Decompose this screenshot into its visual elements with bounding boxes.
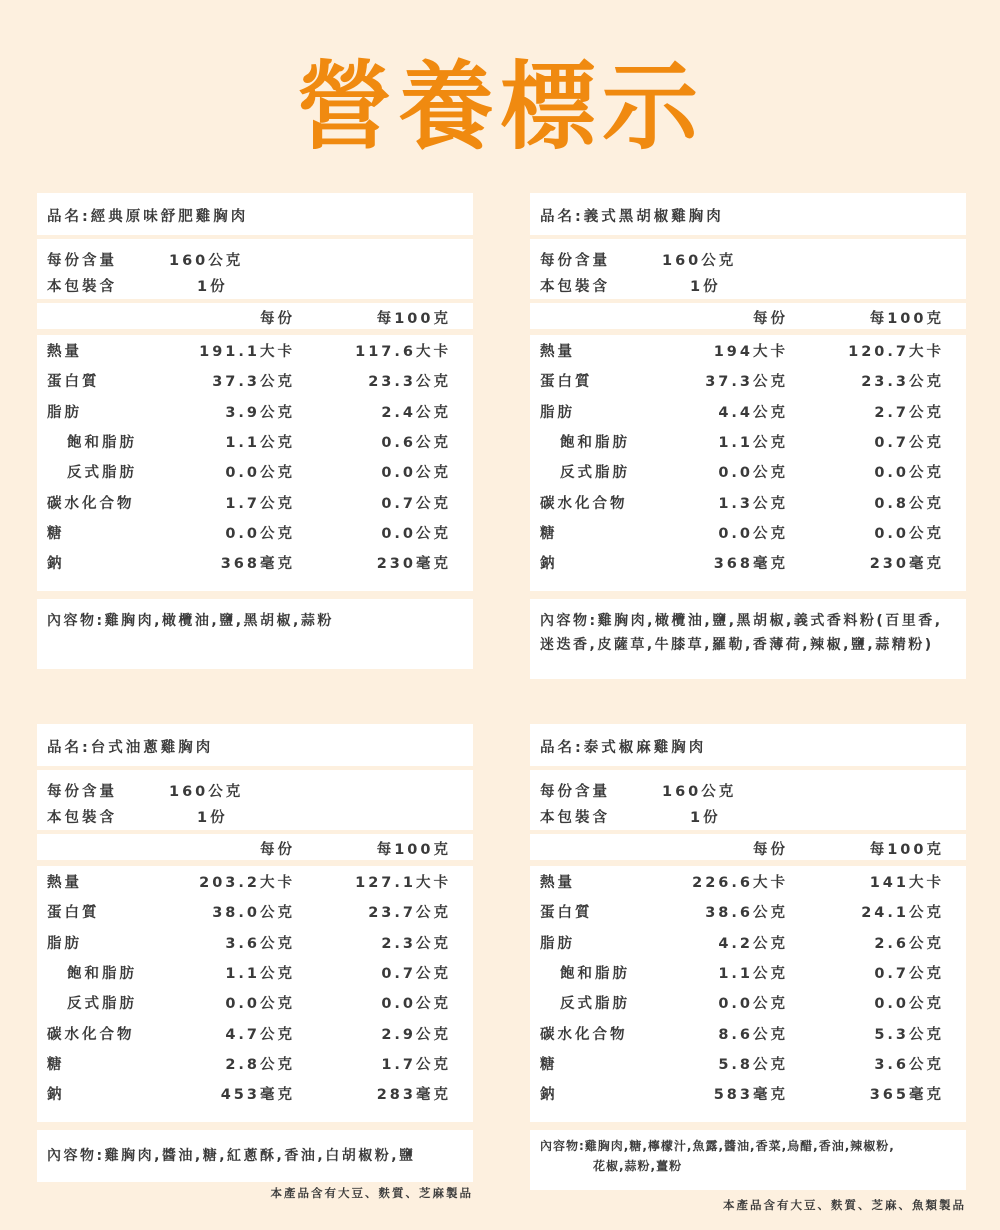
product-name: 品名:泰式椒麻雞胸肉 (540, 740, 707, 756)
nutrient-per-serving: 38.0公克 (212, 905, 295, 922)
nutrition-rows (530, 335, 966, 591)
servings-value: 1份 (197, 279, 228, 295)
nutrient-per-100g: 0.7公克 (874, 434, 944, 451)
nutrient-per-serving: 368毫克 (220, 556, 295, 573)
nutrient-label: 飽和脂肪 (560, 965, 630, 982)
nutrient-per-100g: 0.6公克 (381, 434, 451, 451)
nutrient-per-100g: 0.8公克 (874, 495, 944, 512)
serving-info-box (530, 239, 966, 299)
per-100g-header: 每100克 (376, 311, 451, 327)
serving-info-box (37, 239, 473, 299)
product-name: 品名:經典原味舒肥雞胸肉 (47, 209, 249, 225)
product-name: 品名:台式油蔥雞胸肉 (47, 740, 214, 756)
nutrient-label: 糖 (540, 1056, 558, 1073)
nutrient-label: 熱量 (47, 344, 82, 360)
nutrient-label: 飽和脂肪 (560, 434, 630, 451)
nutrient-per-serving: 3.9公克 (225, 404, 295, 421)
nutrient-label: 熱量 (47, 875, 82, 891)
nutrient-per-100g: 1.7公克 (381, 1056, 451, 1073)
nutrient-per-100g: 3.6公克 (874, 1056, 944, 1073)
nutrient-per-serving: 3.6公克 (225, 935, 295, 952)
per-serving-header: 每份 (753, 311, 788, 327)
nutrient-per-serving: 0.0公克 (225, 525, 295, 542)
nutrient-per-serving: 4.2公克 (718, 935, 788, 952)
ingredients-text: 內容物:雞胸肉,橄欖油,鹽,黑胡椒,義式香料粉(百里香,迷迭香,皮薩草,牛膝草,羅勒,香薄荷,辣椒,鹽,蒜精粉) (540, 613, 943, 653)
serving-info-box (37, 770, 473, 830)
serving-info-box (530, 770, 966, 830)
nutrient-per-100g: 0.0公克 (874, 465, 944, 482)
nutrient-per-100g: 24.1公克 (861, 905, 944, 922)
column-header-box (37, 834, 473, 860)
nutrient-per-100g: 120.7大卡 (848, 344, 944, 360)
nutrient-per-serving: 1.1公克 (718, 434, 788, 451)
servings-label: 本包裝含 (540, 279, 610, 295)
nutrient-per-serving: 4.7公克 (225, 1026, 295, 1043)
servings-label: 本包裝含 (47, 279, 117, 295)
nutrient-per-100g: 230毫克 (869, 556, 944, 573)
nutrient-per-serving: 1.7公克 (225, 495, 295, 512)
ingredients-box (37, 599, 473, 669)
ingredients-text: 內容物:雞胸肉,橄欖油,鹽,黑胡椒,蒜粉 (47, 613, 334, 629)
product-name-box (37, 193, 473, 235)
serving-size-label: 每份含量 (47, 253, 117, 269)
nutrient-label: 碳水化合物 (540, 495, 628, 512)
serving-size-label: 每份含量 (540, 253, 610, 269)
nutrient-per-serving: 583毫克 (713, 1087, 788, 1104)
page-title: 營養標示 (296, 51, 704, 163)
nutrient-per-serving: 194大卡 (713, 344, 788, 360)
serving-size-value: 160公克 (662, 784, 737, 800)
nutrient-label: 飽和脂肪 (67, 434, 137, 451)
ingredients-box (530, 1130, 966, 1190)
per-serving-header: 每份 (260, 311, 295, 327)
nutrient-per-100g: 2.7公克 (874, 404, 944, 421)
serving-size-label: 每份含量 (47, 784, 117, 800)
nutrient-per-100g: 0.0公克 (381, 996, 451, 1013)
nutrient-per-serving: 0.0公克 (718, 465, 788, 482)
product-name-box (37, 724, 473, 766)
nutrition-rows (37, 335, 473, 591)
nutrient-label: 反式脂肪 (67, 996, 137, 1013)
nutrient-per-serving: 37.3公克 (705, 374, 788, 391)
nutrient-label: 熱量 (540, 875, 575, 891)
nutrient-label: 反式脂肪 (67, 465, 137, 482)
nutrient-per-100g: 2.4公克 (381, 404, 451, 421)
ingredients-line-1: 內容物:雞胸肉,糖,檸檬汁,魚露,醬油,香菜,烏醋,香油,辣椒粉, (540, 1139, 895, 1153)
nutrient-label: 脂肪 (540, 935, 575, 952)
servings-label: 本包裝含 (47, 810, 117, 826)
allergen-notice: 本產品含有大豆、麩質、芝麻製品 (270, 1186, 473, 1200)
nutrient-per-serving: 0.0公克 (718, 996, 788, 1013)
per-serving-header: 每份 (753, 842, 788, 858)
nutrient-per-serving: 1.1公克 (225, 965, 295, 982)
nutrient-per-100g: 283毫克 (376, 1087, 451, 1104)
serving-size-value: 160公克 (169, 784, 244, 800)
product-name-box (530, 724, 966, 766)
per-serving-header: 每份 (260, 842, 295, 858)
nutrient-per-serving: 1.1公克 (225, 434, 295, 451)
nutrient-per-100g: 0.7公克 (381, 965, 451, 982)
nutrient-label: 鈉 (540, 556, 558, 573)
nutrient-label: 蛋白質 (540, 905, 593, 922)
nutrient-label: 糖 (47, 1056, 65, 1073)
ingredients-box (37, 1130, 473, 1182)
nutrient-per-serving: 37.3公克 (212, 374, 295, 391)
nutrient-per-serving: 1.1公克 (718, 965, 788, 982)
nutrient-per-serving: 0.0公克 (225, 465, 295, 482)
nutrient-label: 脂肪 (47, 935, 82, 952)
nutrient-label: 蛋白質 (47, 374, 100, 391)
nutrient-per-100g: 2.3公克 (381, 935, 451, 952)
nutrition-rows (530, 866, 966, 1122)
product-name: 品名:義式黑胡椒雞胸肉 (540, 209, 724, 225)
nutrient-label: 蛋白質 (540, 374, 593, 391)
per-100g-header: 每100克 (869, 311, 944, 327)
per-100g-header: 每100克 (376, 842, 451, 858)
nutrient-per-serving: 1.3公克 (718, 495, 788, 512)
nutrient-per-100g: 127.1大卡 (355, 875, 451, 891)
column-header-box (530, 303, 966, 329)
nutrient-per-100g: 5.3公克 (874, 1026, 944, 1043)
allergen-notice: 本產品含有大豆、麩質、芝麻、魚類製品 (723, 1198, 966, 1212)
nutrient-label: 反式脂肪 (560, 465, 630, 482)
nutrient-per-serving: 0.0公克 (718, 525, 788, 542)
nutrient-per-100g: 0.0公克 (874, 525, 944, 542)
serving-size-value: 160公克 (169, 253, 244, 269)
servings-value: 1份 (690, 279, 721, 295)
nutrient-label: 糖 (540, 525, 558, 542)
servings-value: 1份 (197, 810, 228, 826)
nutrient-per-100g: 365毫克 (869, 1087, 944, 1104)
column-header-box (530, 834, 966, 860)
ingredients-text: 內容物:雞胸肉,醬油,糖,紅蔥酥,香油,白胡椒粉,鹽 (47, 1148, 416, 1164)
nutrition-rows (37, 866, 473, 1122)
nutrient-per-100g: 117.6大卡 (355, 344, 451, 360)
nutrient-per-serving: 0.0公克 (225, 996, 295, 1013)
nutrient-per-100g: 141大卡 (869, 875, 944, 891)
nutrient-per-serving: 368毫克 (713, 556, 788, 573)
nutrient-per-100g: 23.3公克 (861, 374, 944, 391)
nutrient-label: 碳水化合物 (540, 1026, 628, 1043)
column-header-box (37, 303, 473, 329)
ingredients-line-2: 花椒,蒜粉,薑粉 (593, 1159, 683, 1173)
nutrient-label: 熱量 (540, 344, 575, 360)
nutrient-per-100g: 23.3公克 (368, 374, 451, 391)
nutrient-label: 糖 (47, 525, 65, 542)
nutrient-per-100g: 0.7公克 (381, 495, 451, 512)
nutrient-label: 鈉 (540, 1087, 558, 1104)
nutrient-label: 蛋白質 (47, 905, 100, 922)
nutrient-per-100g: 230毫克 (376, 556, 451, 573)
product-name-box (530, 193, 966, 235)
ingredients-text (540, 1136, 956, 1176)
nutrient-per-100g: 2.9公克 (381, 1026, 451, 1043)
nutrient-per-serving: 226.6大卡 (692, 875, 788, 891)
nutrient-label: 鈉 (47, 1087, 65, 1104)
nutrient-label: 飽和脂肪 (67, 965, 137, 982)
servings-value: 1份 (690, 810, 721, 826)
servings-label: 本包裝含 (540, 810, 610, 826)
per-100g-header: 每100克 (869, 842, 944, 858)
nutrient-per-100g: 0.0公克 (874, 996, 944, 1013)
nutrient-per-serving: 8.6公克 (718, 1026, 788, 1043)
nutrient-per-serving: 191.1大卡 (199, 344, 295, 360)
nutrient-label: 碳水化合物 (47, 495, 135, 512)
nutrient-per-serving: 453毫克 (220, 1087, 295, 1104)
nutrient-label: 碳水化合物 (47, 1026, 135, 1043)
nutrient-per-100g: 23.7公克 (368, 905, 451, 922)
nutrient-per-serving: 5.8公克 (718, 1056, 788, 1073)
nutrient-label: 反式脂肪 (560, 996, 630, 1013)
nutrient-label: 鈉 (47, 556, 65, 573)
ingredients-box (530, 599, 966, 679)
nutrient-per-100g: 0.0公克 (381, 525, 451, 542)
nutrient-label: 脂肪 (540, 404, 575, 421)
nutrient-label: 脂肪 (47, 404, 82, 421)
serving-size-value: 160公克 (662, 253, 737, 269)
nutrient-per-100g: 2.6公克 (874, 935, 944, 952)
nutrient-per-100g: 0.0公克 (381, 465, 451, 482)
serving-size-label: 每份含量 (540, 784, 610, 800)
nutrient-per-100g: 0.7公克 (874, 965, 944, 982)
nutrient-per-serving: 203.2大卡 (199, 875, 295, 891)
nutrient-per-serving: 2.8公克 (225, 1056, 295, 1073)
nutrient-per-serving: 38.6公克 (705, 905, 788, 922)
nutrient-per-serving: 4.4公克 (718, 404, 788, 421)
